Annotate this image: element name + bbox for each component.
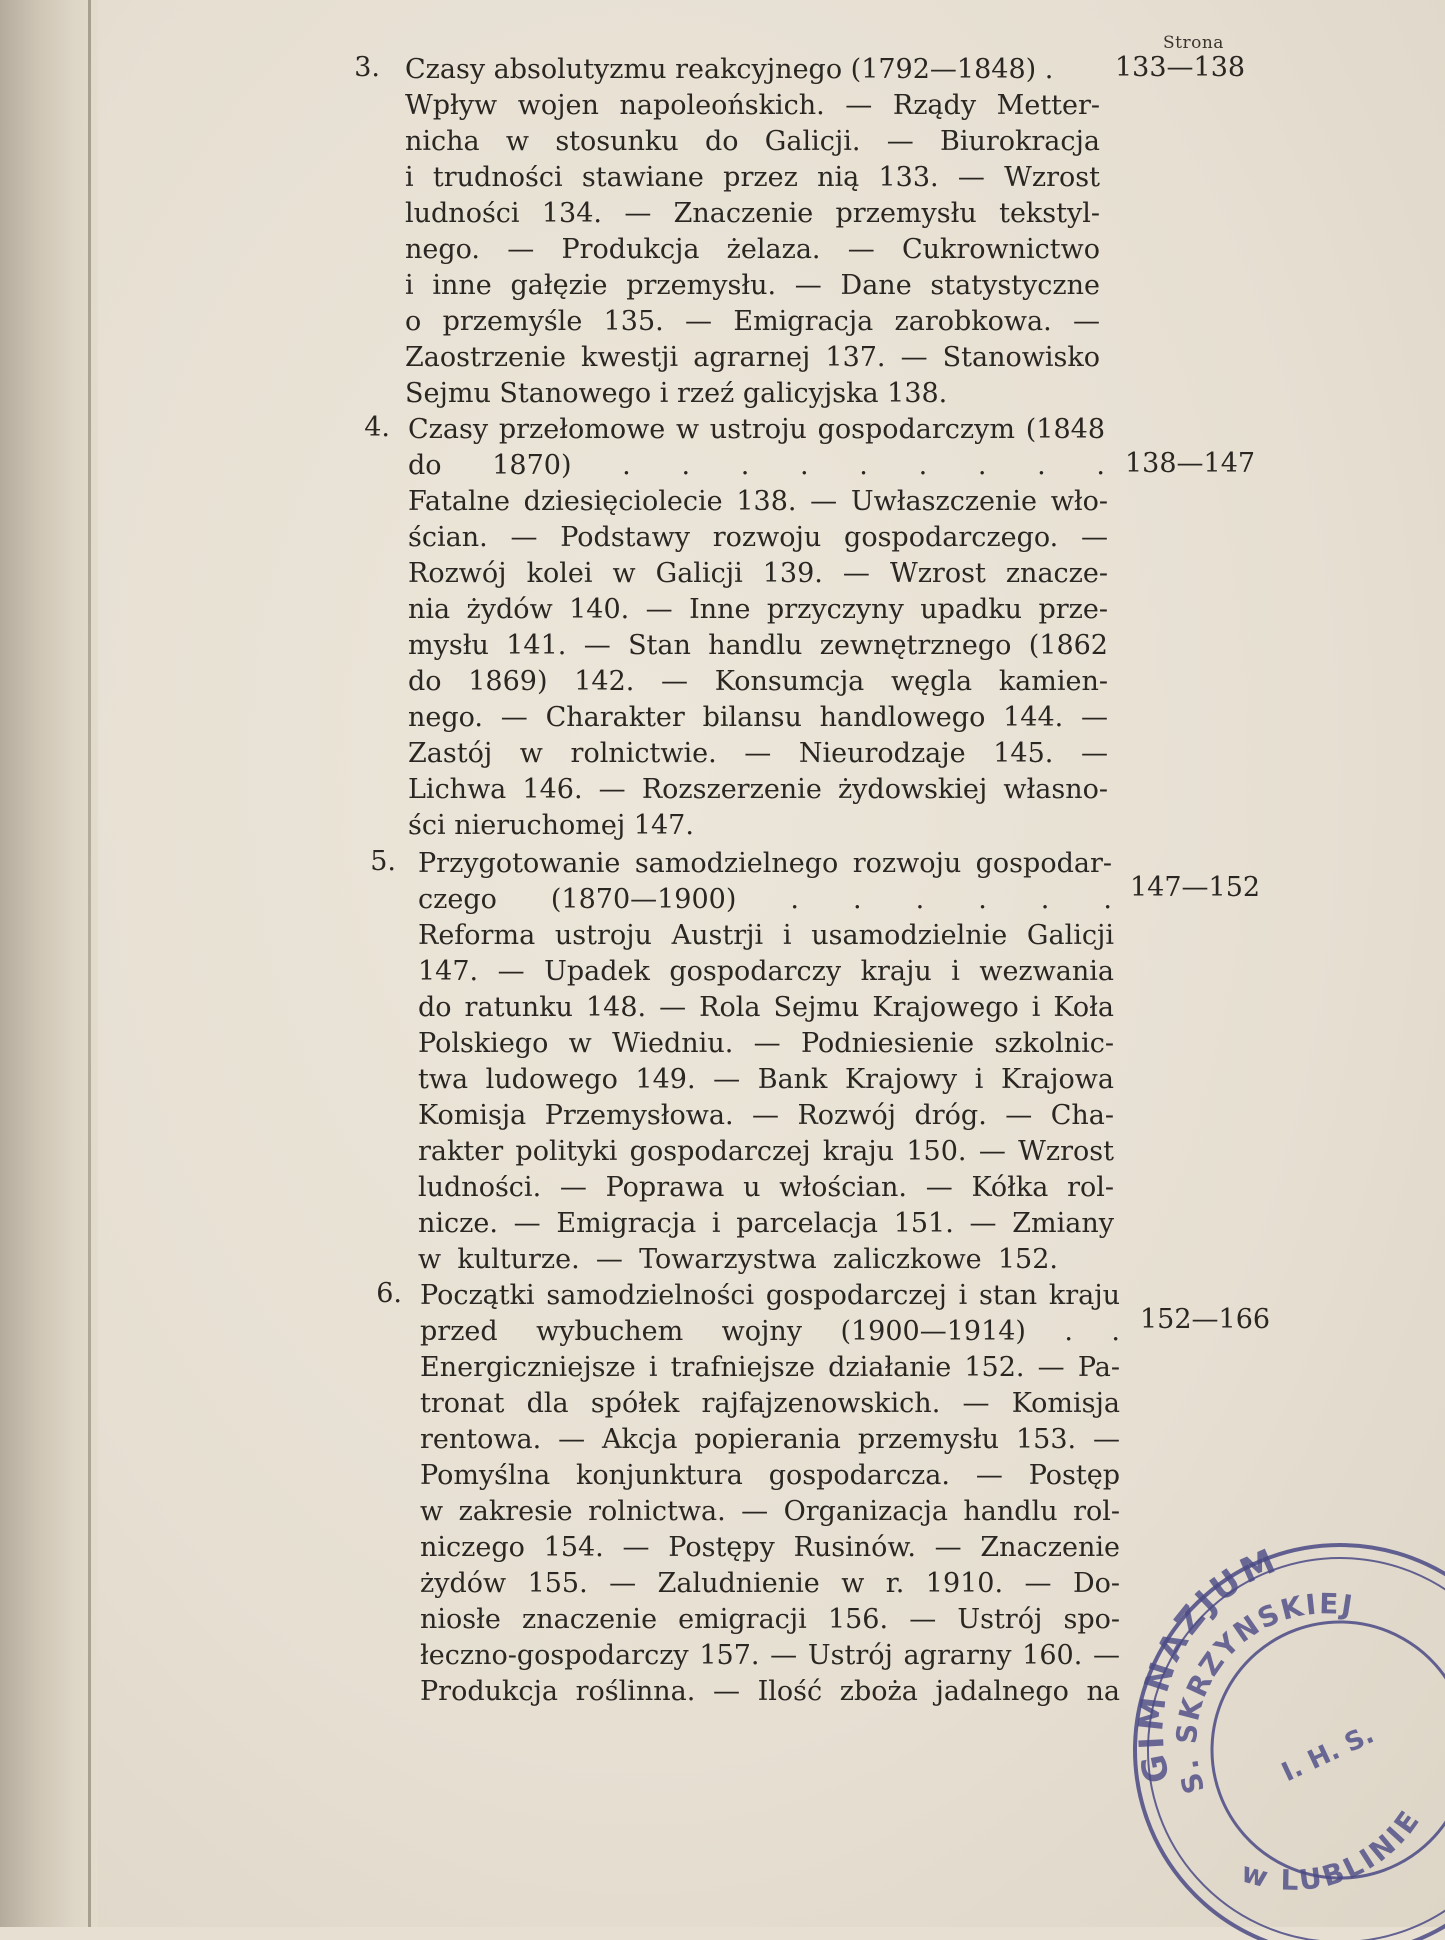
entry-title-line: Początki samodzielności gospodarczej i stan kraju [420,1280,1120,1311]
entry-body-line: Wpływ wojen napoleońskich. — Rządy Metter- [405,90,1100,121]
entry-body-line: ści nieruchomej 147. [408,810,694,841]
entry-body-line: Reforma ustroju Austrji i usamodzielnie Galicji [418,920,1114,951]
page-column-label: Strona [1163,33,1224,53]
entry-title-line: czego (1870—1900) . . . . . . [418,884,1112,915]
entry-body-line: Fatalne dziesięciolecie 138. — Uwłaszczenie wło- [408,486,1108,517]
entry-number: 4. [364,412,390,443]
entry-body-line: twa ludowego 149. — Bank Krajowy i Krajowa [418,1064,1114,1095]
entry-body-line: niczego 154. — Postępy Rusinów. — Znaczenie [420,1532,1120,1563]
entry-body-line: żydów 155. — Zaludnienie w r. 1910. — Do- [420,1568,1120,1599]
entry-number: 6. [376,1278,402,1309]
entry-body-line: do 1869) 142. — Konsumcja węgla kamien- [408,666,1108,697]
stamp-center-text: I. H. S. [1277,1719,1379,1789]
entry-body-line: nicha w stosunku do Galicji. — Biurokracja [405,126,1100,157]
stamp-outer-text: GIMNAZJUM [1131,1540,1286,1787]
entry-body-line: Sejmu Stanowego i rzeź galicyjska 138. [405,378,948,409]
entry-body-line: do ratunku 148. — Rola Sejmu Krajowego i Koła [418,992,1114,1023]
stamp-bottom-text: w LUBLINIE [1237,1802,1428,1898]
entry-body-line: Zastój w rolnictwie. — Nieurodzaje 145. — [408,738,1108,769]
entry-body-line: Lichwa 146. — Rozszerzenie żydowskiej własno- [408,774,1108,805]
entry-body-line: nego. — Charakter bilansu handlowego 144. — [408,702,1108,733]
entry-body-line: Zaostrzenie kwestji agrarnej 137. — Stanowisko [405,342,1100,373]
entry-body-line: nicze. — Emigracja i parcelacja 151. — Zmiany [418,1208,1114,1239]
entry-body-line: ludności. — Poprawa u włościan. — Kółka rol- [418,1172,1114,1203]
book-spine-gutter [0,0,98,1927]
entry-body-line: Rozwój kolei w Galicji 139. — Wzrost znacze- [408,558,1108,589]
entry-title-line: Przygotowanie samodzielnego rozwoju gospodar- [418,848,1112,879]
entry-body-line: Komisja Przemysłowa. — Rozwój dróg. — Cha- [418,1100,1114,1131]
entry-page-range: 152—166 [1140,1304,1271,1335]
entry-number: 5. [370,846,396,877]
page-edge-shadow [88,0,91,1927]
entry-body-line: Pomyślna konjunktura gospodarcza. — Postęp [420,1460,1120,1491]
entry-body-line: Produkcja roślinna. — Ilość zboża jadalnego na [420,1676,1120,1707]
entry-title-line: przed wybuchem wojny (1900—1914) . . [420,1316,1120,1347]
entry-page-range: 138—147 [1125,448,1256,479]
entry-body-line: i inne gałęzie przemysłu. — Dane statystyczne [405,270,1100,301]
entry-title-line: Czasy przełomowe w ustroju gospodarczym (1848 [408,414,1105,445]
entry-body-line: rakter polityki gospodarczej kraju 150. — Wzrost [418,1136,1114,1167]
entry-body-line: w kulturze. — Towarzystwa zaliczkowe 152. [418,1244,1058,1275]
svg-text:w LUBLINIE [1238,1803,1427,1897]
entry-body-line: ścian. — Podstawy rozwoju gospodarczego. — [408,522,1108,553]
library-stamp [1110,1520,1445,1940]
entry-number: 3. [354,52,380,83]
entry-body-line: Energiczniejsze i trafniejsze działanie 152. — Pa- [420,1352,1120,1383]
entry-body-line: rentowa. — Akcja popierania przemysłu 153. — [420,1424,1120,1455]
entry-body-line: tronat dla spółek rajfajzenowskich. — Komisja [420,1388,1120,1419]
entry-body-line: ludności 134. — Znaczenie przemysłu tekstyl- [405,198,1100,229]
entry-body-line: nia żydów 140. — Inne przyczyny upadku prze- [408,594,1108,625]
stamp-inner-text: S. SKRZYNSKIEJ [1169,1587,1357,1798]
entry-title-line: do 1870) . . . . . . . . . [408,450,1105,481]
entry-body-line: 147. — Upadek gospodarczy kraju i wezwania [418,956,1114,987]
entry-page-range: 147—152 [1130,872,1261,903]
entry-body-line: w zakresie rolnictwa. — Organizacja handlu rol- [420,1496,1120,1527]
entry-body-line: niosłe znaczenie emigracji 156. — Ustrój spo- [420,1604,1120,1635]
entry-page-range: 133—138 [1115,52,1246,83]
entry-body-line: Polskiego w Wiedniu. — Podniesienie szkolnic- [418,1028,1114,1059]
entry-body-line: o przemyśle 135. — Emigracja zarobkowa. — [405,306,1100,337]
entry-body-line: nego. — Produkcja żelaza. — Cukrownictwo [405,234,1100,265]
entry-body-line: mysłu 141. — Stan handlu zewnętrznego (1862 [408,630,1108,661]
entry-body-line: łeczno-gospodarczy 157. — Ustrój agrarny 160. — [420,1640,1120,1671]
entry-body-line: i trudności stawiane przez nią 133. — Wzrost [405,162,1100,193]
entry-title-line: Czasy absolutyzmu reakcyjnego (1792—1848) . [405,54,1054,85]
